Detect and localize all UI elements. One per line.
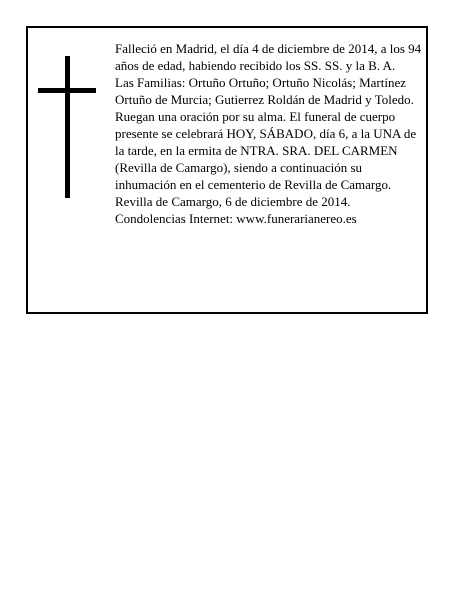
funeral-details: Ruegan una oración por su alma. El funeral de cuerpo presente se celebrará HOY, SÁBADO, día 6, a la UNA de la tarde, en la ermita de NTRA. SRA. DEL CARMEN (Revilla de Camargo), siendo a continuación su inhumación en el cementerio de Revilla de Camargo. <box>115 109 417 192</box>
cross-icon <box>38 56 96 198</box>
death-announcement: Falleció en Madrid, el día 4 de diciembre de 2014, a los 94 años de edad, habiendo recibido los SS. SS. y la B. A. <box>115 41 422 73</box>
condolences-line: Condolencias Internet: www.funerarianereo.es <box>115 211 357 226</box>
obituary-notice <box>26 26 428 314</box>
place-date-line: Revilla de Camargo, 6 de diciembre de 2014. <box>115 194 351 209</box>
notice-text <box>115 40 423 227</box>
cross-horizontal-beam <box>38 88 96 93</box>
cross-vertical-beam <box>65 56 70 198</box>
families-line: Las Familias: Ortuño Ortuño; Ortuño Nicolás; Martínez Ortuño de Murcia; Gutierrez Roldán de Madrid y Toledo. <box>115 75 414 107</box>
